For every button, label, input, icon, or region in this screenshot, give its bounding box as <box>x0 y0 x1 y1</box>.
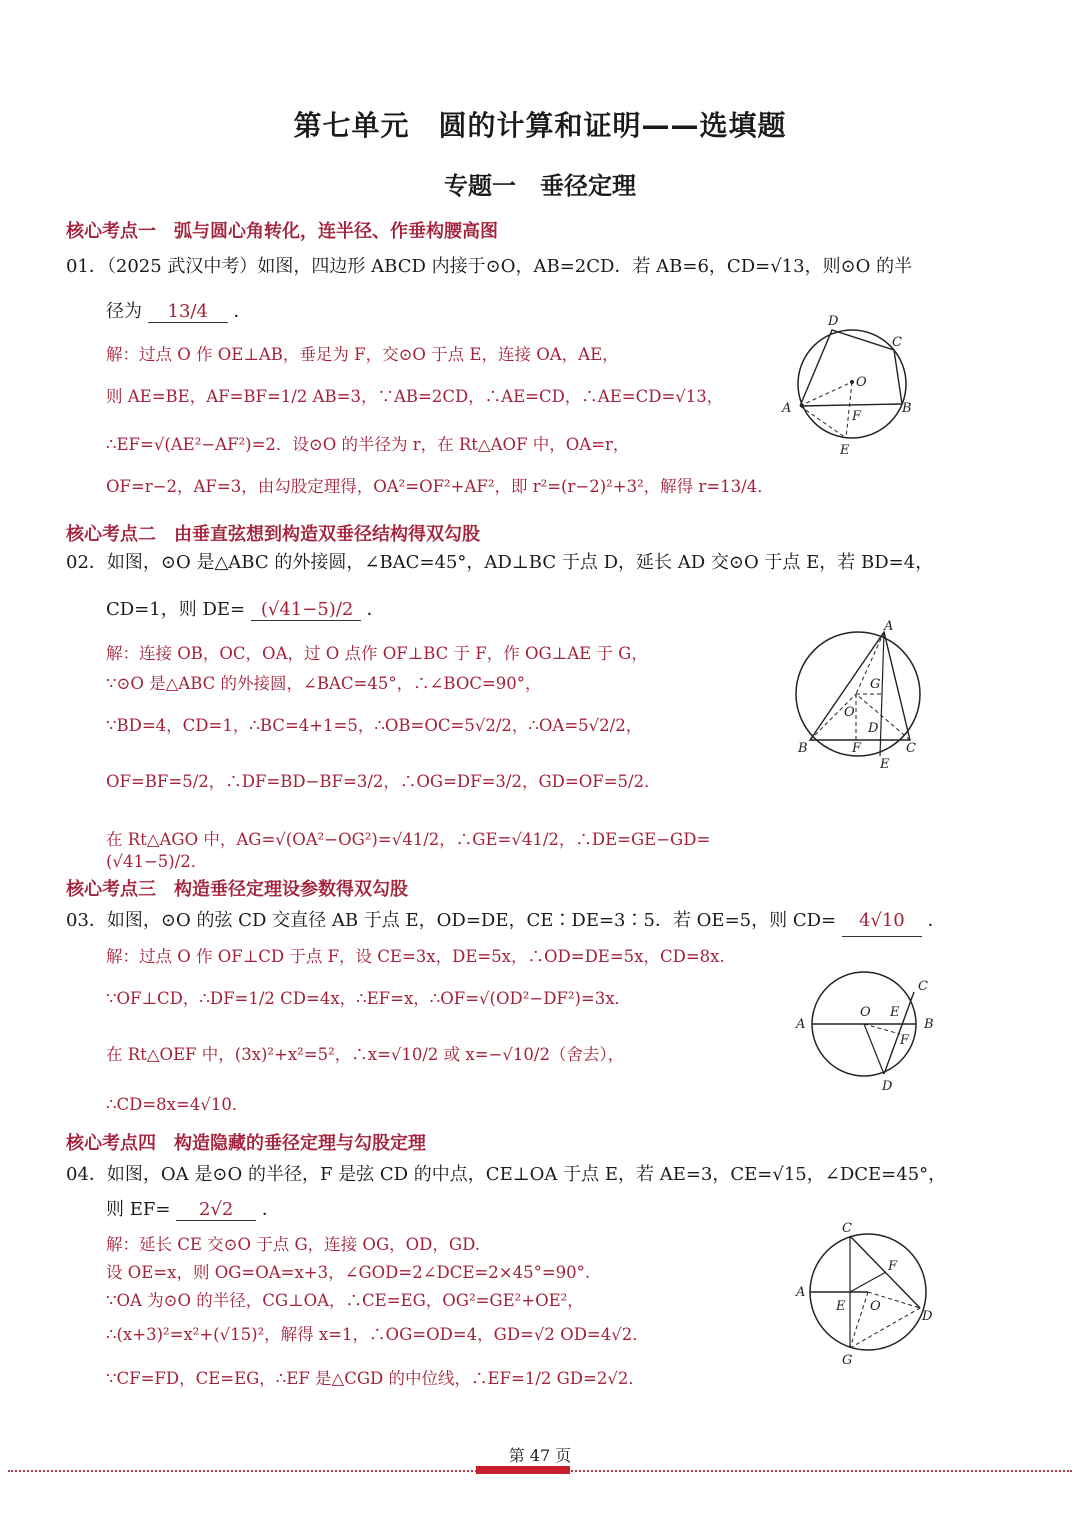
section-heading-1: 核心考点一 弧与圆心角转化，连半径、作垂构腰高图 <box>66 221 498 242</box>
page-number: 第 47 页 <box>508 1446 572 1465</box>
solution-3-line: ∴CD=8x=4√10． <box>106 1095 249 1114</box>
solution-3-line: ∵OF⊥CD，∴DF=1/2 CD=4x，∴EF=x，∴OF=√(OD²−DF²)=3x． <box>106 989 632 1008</box>
section-heading-3: 核心考点三 构造垂径定理设参数得双勾股 <box>66 879 408 900</box>
solution-2 <box>106 643 786 869</box>
solution-2-line: ∵⊙O 是△ABC 的外接圆，∠BAC=45°，∴∠BOC=90°， <box>106 674 542 693</box>
question-4-line1: 04．如图，OA 是⊙O 的半径，F 是弦 CD 的中点，CE⊥OA 于点 E，若 AE=3，CE=√15，∠DCE=45°， <box>66 1164 947 1185</box>
answer-4: 2√2 <box>176 1199 256 1221</box>
fig1-label-e: E <box>840 443 850 458</box>
answer-2: (√41−5)/2 <box>251 599 361 621</box>
solution-4 <box>106 1234 786 1398</box>
question-2-suffix: ． <box>366 599 385 620</box>
solution-1-line: 则 AE=BE，AF=BF=1/2 AB=3，∵AB=2CD，∴AE=CD，∴AE=CD=√13， <box>106 387 724 406</box>
solution-4-line: ∵OA 为⊙O 的半径，CG⊥OA，∴CE=EG，OG²=GE²+OE²， <box>106 1291 584 1310</box>
fig1-label-d: D <box>828 314 839 329</box>
fig1-label-b: B <box>902 401 912 416</box>
question-2-line1: 02．如图，⊙O 是△ABC 的外接圆，∠BAC=45°，AD⊥BC 于点 D，延长 AD 交⊙O 于点 E，若 BD=4， <box>66 552 934 573</box>
fig1-label-c: C <box>892 335 902 350</box>
fig4-label-c: C <box>842 1221 852 1236</box>
solution-2-line: 解：连接 OB，OC，OA，过 O 点作 OF⊥BC 于 F，作 OG⊥AE 于 G， <box>106 644 648 663</box>
fig4-label-d: D <box>922 1309 933 1324</box>
solution-3-line: 解：过点 O 作 OF⊥CD 于点 F，设 CE=3x，DE=5x，∴OD=DE=5x，CD=8x. <box>106 947 725 966</box>
question-4-suffix: ． <box>261 1199 280 1220</box>
solution-2-line: ∵BD=4，CD=1，∴BC=4+1=5，∴OB=OC=5√2/2，∴OA=5√2/2， <box>106 716 643 735</box>
solution-3-line: 在 Rt△OEF 中，(3x)²+x²=5²，∴x=√10/2 或 x=−√10/2（舍去）， <box>106 1045 625 1064</box>
solution-1-line: OF=r−2，AF=3，由勾股定理得，OA²=OF²+AF²，即 r²=(r−2)²+3²，解得 r=13/4． <box>106 477 774 496</box>
solution-4-line: 解：延长 CE 交⊙O 于点 G，连接 OG，OD，GD. <box>106 1235 480 1254</box>
answer-3: 4√10 <box>842 906 922 937</box>
fig3-label-d: D <box>882 1079 893 1094</box>
fig4-label-f: F <box>888 1259 898 1274</box>
solution-1 <box>106 344 786 518</box>
solution-3 <box>106 946 786 1124</box>
figure-4-radius-chord <box>792 1220 942 1370</box>
question-2-prefix: CD=1，则 DE= <box>106 599 246 620</box>
fig4-label-a: A <box>796 1285 806 1300</box>
fig2-label-e: E <box>880 757 890 772</box>
figure-3-chord-diameter <box>790 968 940 1098</box>
question-3-prefix: 03．如图，⊙O 的弦 CD 交直径 AB 于点 E，OD=DE，CE∶DE=3∶5．若 OE=5，则 CD= <box>66 910 837 931</box>
question-4-line2 <box>106 1195 280 1221</box>
fig3-label-f: F <box>900 1033 910 1048</box>
solution-4-line: ∴(x+3)²=x²+(√15)²，解得 x=1，∴OG=OD=4，GD=√2 OD=4√2． <box>106 1325 649 1344</box>
question-1-suffix: ． <box>233 301 252 322</box>
fig4-label-o: O <box>870 1299 881 1314</box>
fig3-label-c: C <box>918 979 928 994</box>
question-2-line2 <box>106 595 385 621</box>
question-4-prefix: 则 EF= <box>106 1199 171 1220</box>
fig4-label-e: E <box>836 1299 846 1314</box>
question-3-suffix: ． <box>927 910 946 931</box>
fig2-label-g: G <box>870 677 881 692</box>
fig2-label-o: O <box>844 705 855 720</box>
section-heading-4: 核心考点四 构造隐藏的垂径定理与勾股定理 <box>66 1133 426 1154</box>
fig3-label-a: A <box>796 1017 806 1032</box>
solution-1-line: 解：过点 O 作 OE⊥AB，垂足为 F，交⊙O 于点 E，连接 OA，AE， <box>106 345 619 364</box>
fig3-label-b: B <box>924 1017 934 1032</box>
fig1-label-a: A <box>782 401 792 416</box>
fig2-label-c: C <box>906 741 916 756</box>
question-3-line1 <box>66 906 986 937</box>
solution-4-line: ∵CF=FD，CE=EG，∴EF 是△CGD 的中位线，∴EF=1/2 GD=2√2． <box>106 1369 645 1388</box>
fig2-label-b: B <box>798 741 808 756</box>
fig2-label-d: D <box>868 721 879 736</box>
fig2-label-f: F <box>852 741 862 756</box>
fig2-label-a: A <box>884 619 894 634</box>
solution-4-line: 设 OE=x，则 OG=OA=x+3，∠GOD=2∠DCE=2×45°=90°. <box>106 1263 591 1282</box>
question-1-line2 <box>106 297 251 323</box>
solution-2-line: OF=BF=5/2，∴DF=BD−BF=3/2，∴OG=DF=3/2，GD=OF=5/2． <box>106 772 661 791</box>
fig1-label-f: F <box>852 409 862 424</box>
page-title: 第七单元 圆的计算和证明——选填题 <box>293 109 787 142</box>
question-1-prefix: 径为 <box>106 301 142 322</box>
fig1-label-o: O <box>856 375 867 390</box>
solution-2-line: 在 Rt△AGO 中，AG=√(OA²−OG²)=√41/2，∴GE=√41/2，∴DE=GE−GD=(√41−5)/2． <box>106 830 711 871</box>
solution-1-line: ∴EF=√(AE²−AF²)=2．设⊙O 的半径为 r，在 Rt△AOF 中，OA=r， <box>106 435 630 454</box>
section-heading-2: 核心考点二 由垂直弦想到构造双垂径结构得双勾股 <box>66 524 480 545</box>
figure-1-circle-quadrilateral <box>778 312 928 462</box>
figure-2-circumscribed-triangle <box>788 618 928 778</box>
question-1-line1: 01．（2025 武汉中考）如图，四边形 ABCD 内接于⊙O，AB=2CD．若 AB=6，CD=√13，则⊙O 的半 <box>66 256 913 277</box>
footer-accent-bar <box>476 1466 570 1474</box>
fig3-label-e: E <box>890 1005 900 1020</box>
fig3-label-o: O <box>860 1005 871 1020</box>
fig4-label-g: G <box>842 1353 853 1368</box>
answer-1: 13/4 <box>148 301 228 323</box>
page-subtitle: 专题一 垂径定理 <box>444 172 636 200</box>
